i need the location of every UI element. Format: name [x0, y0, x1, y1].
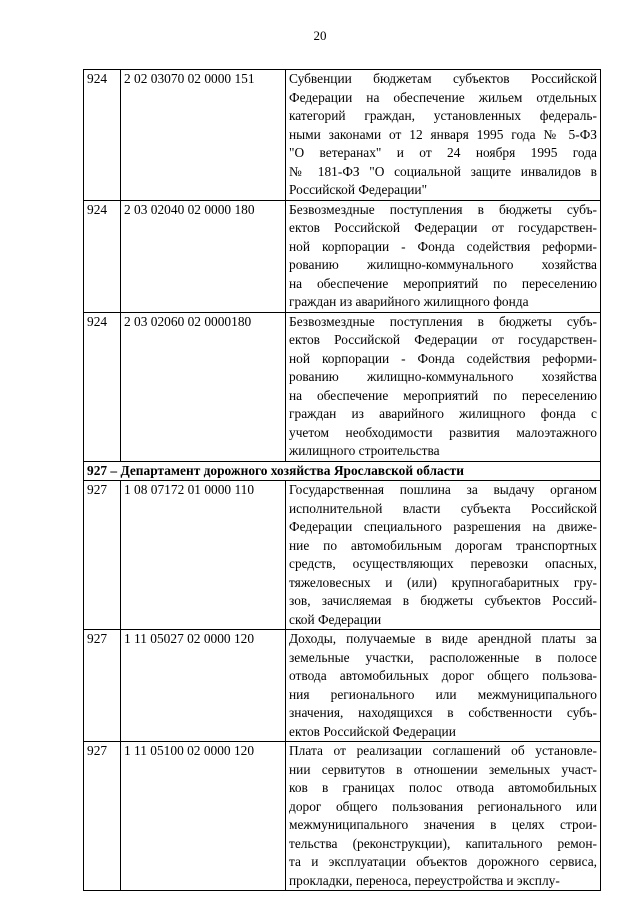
description-line: ной корпорации - Фонда содействия реформи-	[289, 238, 597, 254]
description-cell	[286, 70, 601, 201]
description-line: ской Федерации	[289, 611, 382, 627]
description-line: Федерации специального разрешения на движе-	[289, 519, 597, 534]
description-line: значения, находящихся в собственности субъ-	[289, 705, 597, 720]
description-line: Безвозмездные поступления в бюджеты субъ-	[289, 201, 597, 217]
description-line: на обеспечение мероприятий по переселению	[289, 275, 597, 291]
description-line: рованию жилищно-коммунального хозяйства	[289, 257, 597, 272]
description-cell	[286, 742, 601, 891]
description-cell	[286, 200, 601, 312]
admin-code-cell: 927	[84, 630, 121, 742]
table-body	[84, 70, 601, 891]
budget-income-table	[83, 69, 601, 891]
description-line: Субвенции бюджетам субъектов Российской	[289, 71, 597, 86]
income-code-cell: 2 02 03070 02 0000 151	[121, 70, 286, 201]
description-line: рованию жилищно-коммунального хозяйства	[289, 369, 597, 384]
table-row	[84, 481, 601, 630]
section-header-row	[84, 461, 601, 481]
table-row	[84, 742, 601, 891]
description-line: Плата от реализации соглашений об установле-	[289, 743, 597, 758]
description-line: ков в границах полос отвода автомобильных	[289, 780, 597, 795]
description-line: земельные участки, расположенные в полосе	[289, 649, 597, 665]
income-code-cell: 1 08 07172 01 0000 110	[121, 481, 286, 630]
description-line: средств, осуществляющих перевозки опасных,	[289, 556, 597, 571]
description-line: на обеспечение мероприятий по переселению	[289, 387, 597, 403]
section-header: 927 – Департамент дорожного хозяйства Ярославской области	[84, 461, 601, 481]
description-line: Российской Федерации"	[289, 182, 428, 197]
admin-code-cell: 924	[84, 70, 121, 201]
description-line: ния регионального или межмуниципального	[289, 686, 597, 702]
description-line: Федерации на обеспечение жильем отдельных	[289, 89, 597, 105]
description-line: Безвозмездные поступления в бюджеты субъ-	[289, 313, 597, 329]
description-line: дорог общего пользования регионального или	[289, 798, 597, 814]
table-row	[84, 312, 601, 461]
description-line: учетом необходимости развития малоэтажного	[289, 424, 597, 440]
description-line: Доходы, получаемые в виде арендной платы за	[289, 631, 597, 646]
description-line: зов, зачисляемая в бюджеты субъектов Россий-	[289, 593, 597, 608]
description-line: нии сервитутов в отношении земельных участ-	[289, 761, 597, 777]
income-code-cell: 2 03 02040 02 0000 180	[121, 200, 286, 312]
admin-code-cell: 927	[84, 481, 121, 630]
income-code-cell: 2 03 02060 02 0000180	[121, 312, 286, 461]
income-code-cell: 1 11 05027 02 0000 120	[121, 630, 286, 742]
description-line: ектов Российской Федерации	[289, 723, 456, 739]
description-line: ектов Российской Федерации от государствен-	[289, 332, 597, 347]
admin-code-cell: 924	[84, 312, 121, 461]
description-line: ектов Российской Федерации от государствен-	[289, 220, 597, 235]
income-code-cell: 1 11 05100 02 0000 120	[121, 742, 286, 891]
description-line: категорий граждан, установленных федераль-	[289, 108, 597, 123]
admin-code-cell: 924	[84, 200, 121, 312]
description-line: тельства (реконструкции), капитального ремон-	[289, 835, 597, 851]
description-line: тяжеловесных и (или) крупногабаритных гру-	[289, 574, 597, 590]
description-line: "О ветеранах" и от 24 ноября 1995 года	[289, 145, 597, 160]
description-line: № 181-ФЗ "О социальной защите инвалидов в	[289, 163, 597, 179]
description-line: прокладки, переноса, переустройства и эксплу-	[289, 872, 560, 888]
description-line: граждан из аварийного жилищного фонда	[289, 294, 529, 309]
page-number: 20	[313, 28, 327, 43]
description-line: межмуниципального значения в целях строи-	[289, 817, 597, 832]
description-line: та и эксплуатации объектов дорожного сервиса,	[289, 854, 597, 869]
description-line: граждан из аварийного жилищного фонда с	[289, 406, 597, 421]
description-cell	[286, 481, 601, 630]
description-line: жилищного строительства	[289, 443, 440, 458]
description-cell	[286, 630, 601, 742]
description-line: отвода автомобильных дорог общего пользова-	[289, 668, 597, 683]
description-line: Государственная пошлина за выдачу органом	[289, 482, 597, 497]
admin-code-cell: 927	[84, 742, 121, 891]
table-row	[84, 70, 601, 201]
description-line: ной корпорации - Фонда содействия реформи-	[289, 350, 597, 366]
description-cell	[286, 312, 601, 461]
description-line: исполнительной власти субъекта Российской	[289, 500, 597, 516]
table-row	[84, 200, 601, 312]
description-line: ными законами от 12 января 1995 года № 5-ФЗ	[289, 126, 597, 142]
table-row	[84, 630, 601, 742]
description-line: ние по автомобильным дорогам транспортных	[289, 537, 597, 553]
